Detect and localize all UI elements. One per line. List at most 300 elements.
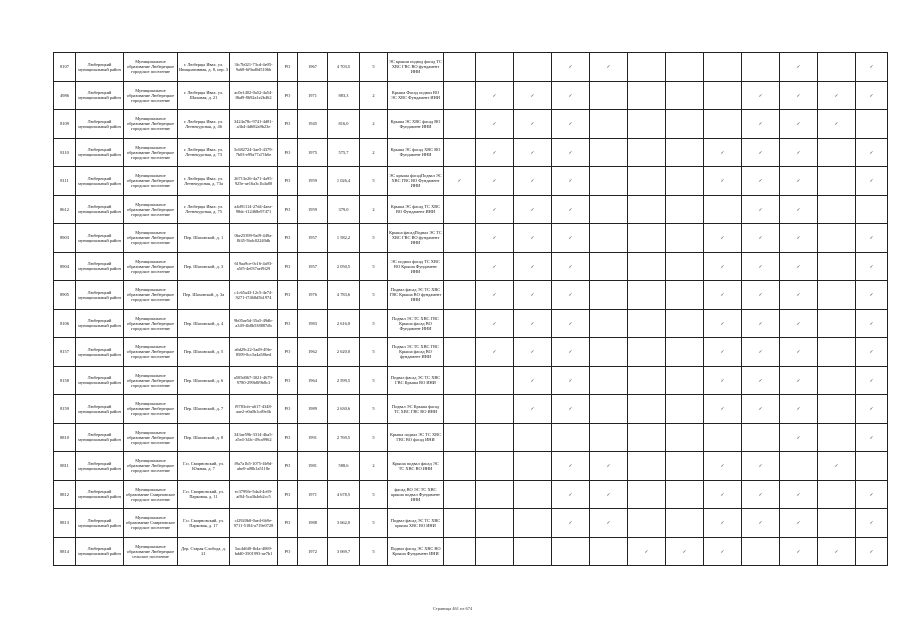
check-cell: [476, 281, 514, 310]
check-cell: [704, 423, 742, 452]
check-cell: [514, 366, 552, 395]
cell-id: 8109: [54, 110, 76, 139]
check-cell: [628, 509, 666, 538]
check-cell: [704, 395, 742, 424]
table-row: [54, 338, 888, 367]
check-mark-icon: ✓: [568, 121, 573, 127]
check-cell: [476, 195, 514, 224]
cell-district: Люберецкий муниципальный район: [76, 366, 124, 395]
cell-stage: 2: [360, 195, 388, 224]
check-cell: [628, 167, 666, 196]
check-mark-icon: ✓: [720, 463, 725, 469]
cell-area: 2 050,5: [328, 252, 360, 281]
check-cell: [514, 423, 552, 452]
cell-id: 8158: [54, 366, 76, 395]
cell-ro: РО: [278, 338, 298, 367]
check-mark-icon: ✓: [720, 292, 725, 298]
check-mark-icon: ✓: [682, 548, 687, 554]
cell-stage: 5: [360, 509, 388, 538]
check-mark-icon: ✓: [869, 491, 874, 497]
check-mark-icon: ✓: [720, 349, 725, 355]
check-mark-icon: ✓: [796, 149, 801, 155]
check-mark-icon: ✓: [758, 235, 763, 241]
cell-address: Пер. Шаховской, д. 7: [178, 395, 230, 424]
check-cell: [552, 110, 590, 139]
check-mark-icon: ✓: [758, 377, 763, 383]
check-cell: [818, 452, 856, 481]
check-cell: [818, 167, 856, 196]
check-mark-icon: ✓: [720, 320, 725, 326]
check-cell: [590, 452, 628, 481]
check-cell: [514, 309, 552, 338]
cell-year: 1959: [298, 167, 328, 196]
cell-address: Пер. Шаховской, д. 1: [178, 224, 230, 253]
check-cell: [476, 110, 514, 139]
check-cell: [552, 366, 590, 395]
check-cell: [666, 53, 704, 82]
check-cell: [818, 252, 856, 281]
check-mark-icon: ✓: [869, 548, 874, 554]
cell-district: Люберецкий муниципальный район: [76, 395, 124, 424]
check-cell: [628, 423, 666, 452]
check-cell: [514, 252, 552, 281]
check-mark-icon: ✓: [568, 92, 573, 98]
check-mark-icon: ✓: [758, 178, 763, 184]
check-cell: [856, 537, 888, 566]
check-cell: [552, 81, 590, 110]
cell-district: Люберецкий муниципальный район: [76, 281, 124, 310]
cell-year: 1962: [298, 338, 328, 367]
table-row: [54, 509, 888, 538]
cell-area: 3 662,0: [328, 509, 360, 538]
cell-year: 1959: [298, 195, 328, 224]
cell-ro: РО: [278, 281, 298, 310]
check-cell: [590, 480, 628, 509]
check-mark-icon: ✓: [720, 178, 725, 184]
check-cell: [780, 167, 818, 196]
check-cell: [704, 309, 742, 338]
cell-district: Люберецкий муниципальный район: [76, 309, 124, 338]
check-cell: [818, 110, 856, 139]
cell-works: Крыша ЭС фасад ХВС ВО Фундамент ИНИ: [388, 138, 444, 167]
check-cell: [666, 309, 704, 338]
cell-address: Г.п. Смирновский, ул. Парковая, д. 11: [178, 480, 230, 509]
cell-ro: РО: [278, 395, 298, 424]
cell-district: Люберецкий муниципальный район: [76, 53, 124, 82]
check-mark-icon: ✓: [530, 263, 535, 269]
cell-works: ЭС крыши подвод фасад ТС ХВС ГВС ВО фундамент ИНИ: [388, 53, 444, 82]
check-cell: [666, 252, 704, 281]
cell-ro: РО: [278, 110, 298, 139]
cell-area: 1 026,4: [328, 167, 360, 196]
check-cell: [628, 138, 666, 167]
check-mark-icon: ✓: [758, 349, 763, 355]
check-cell: [476, 138, 514, 167]
check-cell: [514, 338, 552, 367]
check-cell: [590, 537, 628, 566]
check-cell: [704, 53, 742, 82]
check-cell: [628, 452, 666, 481]
check-mark-icon: ✓: [568, 463, 573, 469]
cell-settlement: Муниципальное образование Люберецкое городское поселение: [124, 138, 178, 167]
check-mark-icon: ✓: [568, 349, 573, 355]
cell-stage: 5: [360, 423, 388, 452]
cell-district: Люберецкий муниципальный район: [76, 509, 124, 538]
check-cell: [856, 138, 888, 167]
cell-year: 1975: [298, 138, 328, 167]
check-cell: [552, 423, 590, 452]
cell-ro: РО: [278, 537, 298, 566]
check-mark-icon: ✓: [530, 149, 535, 155]
cell-settlement: Муниципальное образование Люберецкое городское поселение: [124, 167, 178, 196]
check-cell: [666, 395, 704, 424]
check-cell: [552, 338, 590, 367]
cell-works: Подвал ЭС ТС ХВС ГВС Крыша фасад ВО фундамент ИНИ: [388, 338, 444, 367]
cell-year: 1945: [298, 110, 328, 139]
cell-works: Подвал ЭС Крыша фасад ТС ХВС ГВС ВО ИНИ: [388, 395, 444, 424]
check-cell: [818, 281, 856, 310]
check-cell: [742, 338, 780, 367]
check-cell: [590, 167, 628, 196]
cell-area: 379,0: [328, 195, 360, 224]
cell-settlement: Муниципальное образование Люберецкое городское поселение: [124, 452, 178, 481]
cell-area: 2 630,6: [328, 395, 360, 424]
cell-stage: 5: [360, 224, 388, 253]
check-mark-icon: ✓: [834, 92, 839, 98]
check-cell: [780, 110, 818, 139]
check-mark-icon: ✓: [796, 320, 801, 326]
check-mark-icon: ✓: [568, 520, 573, 526]
check-cell: [666, 81, 704, 110]
check-cell: [552, 537, 590, 566]
check-mark-icon: ✓: [492, 206, 497, 212]
cell-settlement: Муниципальное образование Люберецкое городское поселение: [124, 81, 178, 110]
cell-district: Люберецкий муниципальный район: [76, 195, 124, 224]
check-cell: [666, 195, 704, 224]
cell-id: 8157: [54, 338, 76, 367]
check-cell: [628, 110, 666, 139]
check-cell: [856, 452, 888, 481]
check-mark-icon: ✓: [568, 178, 573, 184]
check-cell: [742, 423, 780, 452]
check-cell: [514, 537, 552, 566]
check-mark-icon: ✓: [606, 64, 611, 70]
cell-id: 8107: [54, 53, 76, 82]
check-cell: [780, 537, 818, 566]
check-cell: [856, 366, 888, 395]
check-cell: [742, 195, 780, 224]
cell-settlement: Муниципальное образование Люберецкое городское поселение: [124, 338, 178, 367]
check-mark-icon: ✓: [758, 149, 763, 155]
cell-works: Крыша Фасад подвал ВО ЭС ХВС Фундамент ИНИ: [388, 81, 444, 110]
cell-stage: 2: [360, 81, 388, 110]
check-cell: [818, 423, 856, 452]
check-cell: [704, 480, 742, 509]
check-cell: [552, 138, 590, 167]
check-cell: [476, 480, 514, 509]
check-mark-icon: ✓: [530, 292, 535, 298]
cell-address: Дер. Старая Слобода, д. 21: [178, 537, 230, 566]
check-cell: [742, 509, 780, 538]
cell-works: Крыша подвал ЭС ТС ХВС ГВС ВО фасад ИНИ: [388, 423, 444, 452]
check-cell: [704, 509, 742, 538]
cell-works: Подвал фасад ЭС ТС ХВС ГВС Крыша ВО ИНИ: [388, 366, 444, 395]
cell-address: Пер. Шаховской, д. 5: [178, 338, 230, 367]
check-cell: [552, 195, 590, 224]
cell-address: Пер. Шаховской, д. 3а: [178, 281, 230, 310]
check-mark-icon: ✓: [869, 377, 874, 383]
cell-address: Г.п. Смирновский, ул. Южная, д. 7: [178, 452, 230, 481]
check-cell: [818, 338, 856, 367]
check-mark-icon: ✓: [758, 520, 763, 526]
check-cell: [444, 480, 476, 509]
check-cell: [552, 309, 590, 338]
cell-area: 1 582,2: [328, 224, 360, 253]
cell-area: 2 620,0: [328, 338, 360, 367]
table-row: [54, 81, 888, 110]
check-mark-icon: ✓: [720, 548, 725, 554]
cell-stage: 2: [360, 138, 388, 167]
cell-stage: 5: [360, 338, 388, 367]
cell-district: Люберецкий муниципальный район: [76, 252, 124, 281]
cell-settlement: Муниципальное образование Люберецкое городское поселение: [124, 110, 178, 139]
cell-settlement: Муниципальное образование Люберецкое городское поселение: [124, 224, 178, 253]
check-cell: [742, 537, 780, 566]
check-cell: [704, 338, 742, 367]
check-cell: [666, 281, 704, 310]
register-table: [53, 52, 888, 566]
cell-id: 8612: [54, 195, 76, 224]
cell-works: ЭС крыша фасадПодвал ЭС ХВС ГВС ВО Фундамент ИНИ: [388, 167, 444, 196]
check-mark-icon: ✓: [568, 263, 573, 269]
check-mark-icon: ✓: [796, 491, 801, 497]
check-cell: [856, 281, 888, 310]
cell-year: 1983: [298, 309, 328, 338]
check-cell: [856, 53, 888, 82]
cell-year: 1988: [298, 509, 328, 538]
cell-code: 3424a78c-9741-4d81-a3b4-4d682a9b23e: [230, 110, 278, 139]
check-mark-icon: ✓: [530, 349, 535, 355]
cell-id: 8111: [54, 167, 76, 196]
check-cell: [704, 110, 742, 139]
check-cell: [666, 167, 704, 196]
check-cell: [818, 224, 856, 253]
check-cell: [780, 452, 818, 481]
check-cell: [444, 252, 476, 281]
cell-address: г. Люберцы Ивах. ул. Летнекурсная, д. 73а: [178, 167, 230, 196]
cell-id: 8810: [54, 423, 76, 452]
cell-ro: РО: [278, 167, 298, 196]
check-mark-icon: ✓: [758, 92, 763, 98]
check-mark-icon: ✓: [796, 520, 801, 526]
cell-district: Люберецкий муниципальный район: [76, 167, 124, 196]
cell-code: ec3799fe-5da4-4c69-af04-5ca3b4eb2cc5: [230, 480, 278, 509]
cell-id: 8812: [54, 480, 76, 509]
check-cell: [590, 423, 628, 452]
cell-year: 1989: [298, 395, 328, 424]
check-cell: [780, 509, 818, 538]
check-mark-icon: ✓: [720, 520, 725, 526]
cell-code: f9783cfe-a617-4348-aae2-e0a0b1cd9e4b: [230, 395, 278, 424]
check-mark-icon: ✓: [758, 406, 763, 412]
cell-area: 4 703,5: [328, 53, 360, 82]
cell-id: 4986: [54, 81, 76, 110]
cell-district: Люберецкий муниципальный район: [76, 110, 124, 139]
check-mark-icon: ✓: [530, 377, 535, 383]
check-cell: [444, 338, 476, 367]
cell-stage: 5: [360, 395, 388, 424]
check-mark-icon: ✓: [758, 491, 763, 497]
check-cell: [514, 81, 552, 110]
check-cell: [444, 423, 476, 452]
cell-area: 883,3: [328, 81, 360, 110]
cell-ro: РО: [278, 366, 298, 395]
check-cell: [514, 167, 552, 196]
check-cell: [856, 81, 888, 110]
check-mark-icon: ✓: [568, 377, 573, 383]
check-mark-icon: ✓: [530, 320, 535, 326]
cell-district: Люберецкий муниципальный район: [76, 452, 124, 481]
check-mark-icon: ✓: [796, 121, 801, 127]
check-cell: [476, 252, 514, 281]
check-mark-icon: ✓: [530, 178, 535, 184]
cell-stage: 5: [360, 366, 388, 395]
check-cell: [444, 509, 476, 538]
table-row: [54, 452, 888, 481]
check-cell: [590, 395, 628, 424]
check-cell: [780, 338, 818, 367]
check-cell: [552, 509, 590, 538]
cell-year: 1957: [298, 252, 328, 281]
check-cell: [742, 452, 780, 481]
check-mark-icon: ✓: [492, 292, 497, 298]
table-row: [54, 537, 888, 566]
cell-address: г. Люберцы Ивах. ул. Инициативная, д. 8, пер. 3: [178, 53, 230, 82]
check-cell: [552, 480, 590, 509]
cell-ro: РО: [278, 195, 298, 224]
cell-area: 3 069,7: [328, 537, 360, 566]
check-mark-icon: ✓: [869, 178, 874, 184]
check-cell: [742, 480, 780, 509]
check-mark-icon: ✓: [720, 235, 725, 241]
check-mark-icon: ✓: [796, 178, 801, 184]
check-mark-icon: ✓: [869, 64, 874, 70]
table-row: [54, 309, 888, 338]
check-cell: [444, 224, 476, 253]
check-mark-icon: ✓: [796, 434, 801, 440]
check-cell: [590, 224, 628, 253]
check-mark-icon: ✓: [758, 206, 763, 212]
check-cell: [666, 480, 704, 509]
check-mark-icon: ✓: [796, 406, 801, 412]
check-cell: [818, 195, 856, 224]
cell-settlement: Муниципальное образование Люберецкое городское поселение: [124, 252, 178, 281]
cell-settlement: Муниципальное образование Люберецкое городское поселение: [124, 281, 178, 310]
cell-address: г. Люберцы Ивах. ул. Летнекурсная, д. 75: [178, 195, 230, 224]
check-cell: [552, 252, 590, 281]
check-mark-icon: ✓: [457, 178, 462, 184]
check-mark-icon: ✓: [796, 92, 801, 98]
cell-works: Подвал ЭС ТС ХВС ГВС Крыша фасад ВО Фундамент ИНИ: [388, 309, 444, 338]
check-cell: [704, 537, 742, 566]
cell-stage: 5: [360, 252, 388, 281]
cell-id: 8813: [54, 509, 76, 538]
check-mark-icon: ✓: [568, 292, 573, 298]
cell-year: 1991: [298, 423, 328, 452]
cell-settlement: Муниципальное образование Люберецкое сельское поселение: [124, 537, 178, 566]
cell-code: c1c65a43-12c5-4e74-9271-f7468d5b1974: [230, 281, 278, 310]
check-cell: [856, 167, 888, 196]
check-mark-icon: ✓: [530, 406, 535, 412]
cell-year: 1964: [298, 366, 328, 395]
check-cell: [514, 138, 552, 167]
cell-settlement: Муниципальное образование Люберецкое городское поселение: [124, 195, 178, 224]
check-mark-icon: ✓: [568, 206, 573, 212]
cell-code: 619aa9ce-0c16-4a93-a5f5-4e037aef9f29: [230, 252, 278, 281]
table-row: [54, 53, 888, 82]
check-cell: [590, 81, 628, 110]
cell-ro: РО: [278, 309, 298, 338]
cell-settlement: Муниципальное образование Люберецкое городское поселение: [124, 309, 178, 338]
check-mark-icon: ✓: [796, 377, 801, 383]
check-cell: [628, 53, 666, 82]
check-cell: [444, 81, 476, 110]
check-mark-icon: ✓: [644, 548, 649, 554]
check-cell: [444, 53, 476, 82]
check-cell: [818, 509, 856, 538]
check-mark-icon: ✓: [492, 320, 497, 326]
check-mark-icon: ✓: [530, 235, 535, 241]
check-mark-icon: ✓: [530, 206, 535, 212]
check-cell: [444, 281, 476, 310]
check-mark-icon: ✓: [492, 235, 497, 241]
cell-id: 8903: [54, 224, 76, 253]
check-mark-icon: ✓: [796, 548, 801, 554]
check-cell: [628, 366, 666, 395]
cell-stage: 5: [360, 281, 388, 310]
cell-works: Крыша ЭС ХВС фасад ВО Фундамент ИНИ: [388, 110, 444, 139]
check-mark-icon: ✓: [492, 121, 497, 127]
check-mark-icon: ✓: [796, 263, 801, 269]
check-cell: [514, 281, 552, 310]
check-cell: [704, 195, 742, 224]
cell-works: Подвал фасад ЭС ТС ХВС крыша ХВС ВО ИНИ: [388, 509, 444, 538]
cell-area: 588,6: [328, 452, 360, 481]
check-cell: [742, 309, 780, 338]
check-cell: [704, 167, 742, 196]
check-mark-icon: ✓: [869, 235, 874, 241]
check-mark-icon: ✓: [834, 121, 839, 127]
check-cell: [742, 53, 780, 82]
check-cell: [476, 423, 514, 452]
check-cell: [856, 252, 888, 281]
check-cell: [444, 537, 476, 566]
check-cell: [818, 537, 856, 566]
check-mark-icon: ✓: [796, 349, 801, 355]
check-cell: [818, 81, 856, 110]
cell-works: Подвал фасад ЭС ТС ХВС ГВС Крыша ВО фундамент ИНИ: [388, 281, 444, 310]
check-cell: [476, 224, 514, 253]
check-mark-icon: ✓: [758, 263, 763, 269]
check-cell: [590, 281, 628, 310]
cell-area: 2 599,5: [328, 366, 360, 395]
check-cell: [704, 281, 742, 310]
check-cell: [628, 480, 666, 509]
check-cell: [628, 309, 666, 338]
check-cell: [514, 452, 552, 481]
cell-settlement: Муниципальное образование Люберецкое городское поселение: [124, 395, 178, 424]
table-row: [54, 224, 888, 253]
